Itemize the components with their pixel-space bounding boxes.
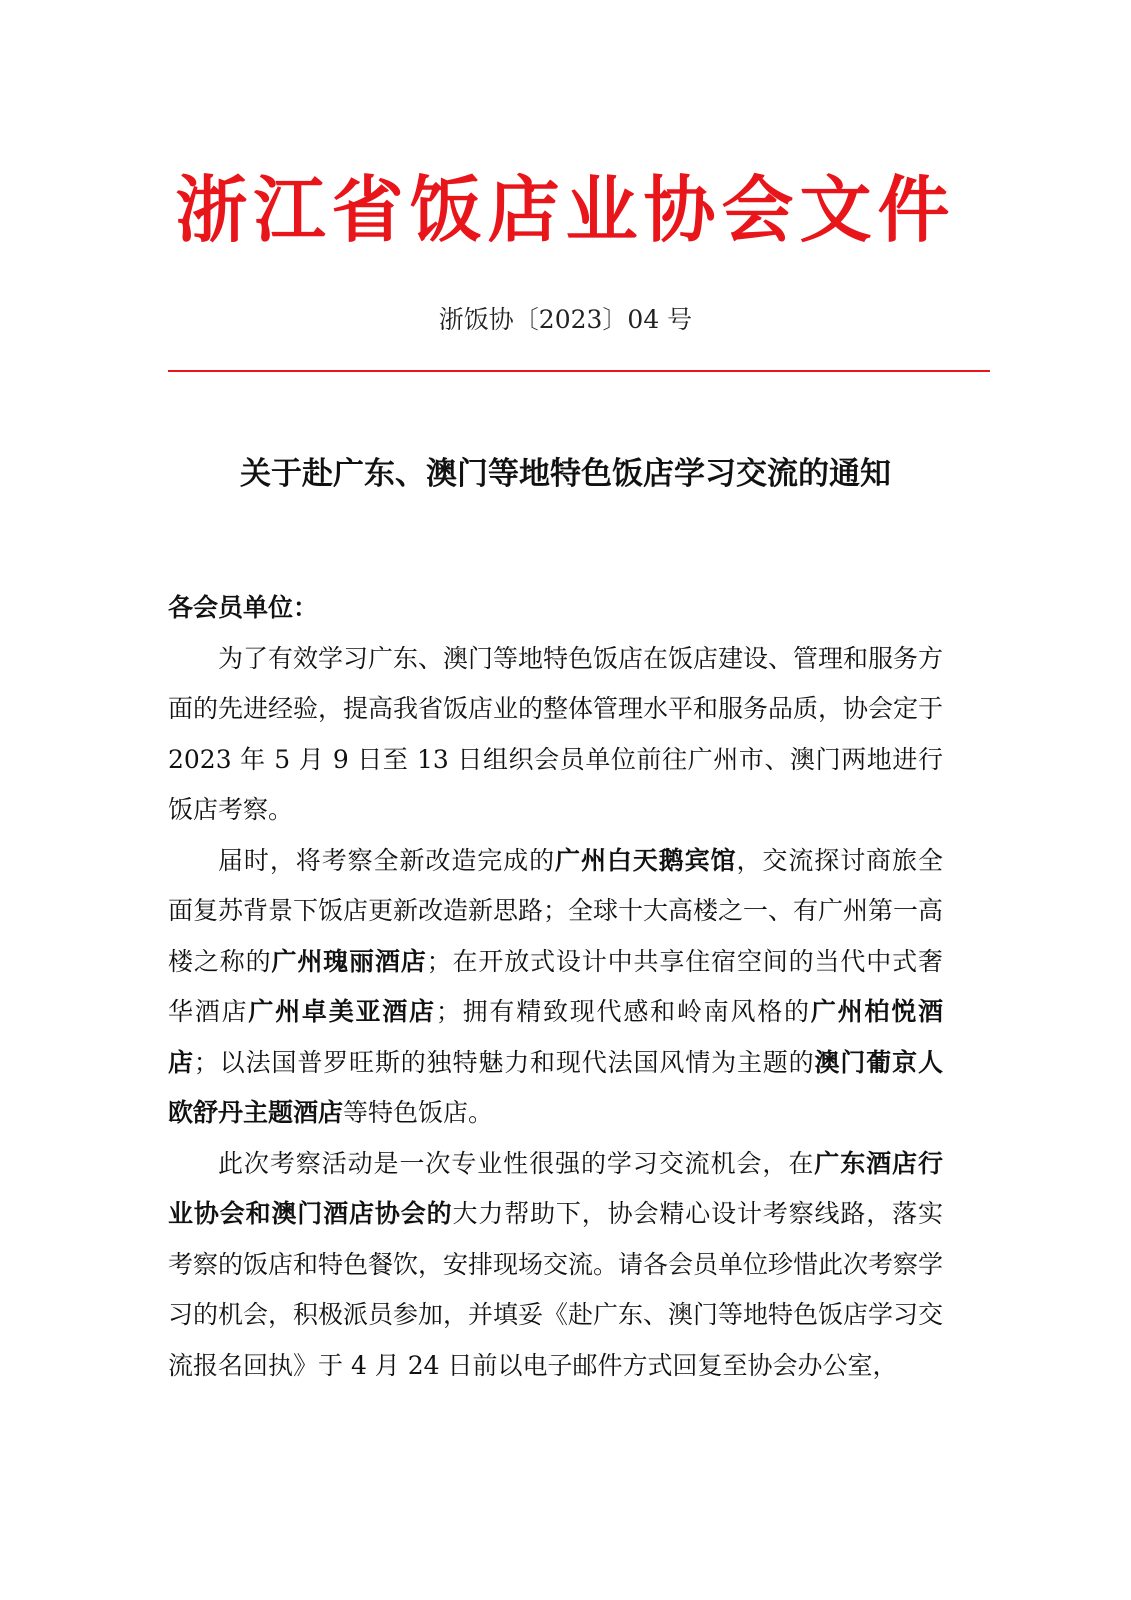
- hotel-name-white-swan: 广州白天鹅宾馆: [555, 845, 737, 875]
- hotel-name-jumeirah: 广州卓美亚酒店: [248, 997, 436, 1026]
- notice-title: 关于赴广东、澳门等地特色饭店学习交流的通知: [240, 456, 891, 492]
- hotel-name-rosewood: 广州瑰丽酒店: [271, 946, 427, 976]
- hotel-name-loccitane: 澳门葡京人欧舒丹主题酒店: [168, 1047, 943, 1127]
- hotel-name-park-hyatt: 广州柏悦酒店: [168, 997, 943, 1077]
- text-span: 大力帮助下，协会精心设计考察线路，落实考察的饭店和特色餐饮，安排现场交流。请各会员单位珍惜此次考察学习的机会，积极派员参加，并填妥《赴广东、澳门等地特色饭店学习交流报名回执》于 4 月 24 日前以电子邮件方式回复至协会办公室，: [168, 1199, 944, 1380]
- text-span: ，交流探讨商旅全面复苏背景下饭店更新改造新思路；全球十大高楼之一、有广州第一高楼之称的: [168, 845, 944, 976]
- text-span: ；拥有精致现代感和岭南风格的: [435, 997, 811, 1026]
- document-masthead: 浙江省饭店业协会文件: [175, 168, 956, 252]
- salutation: 各会员单位：: [168, 593, 319, 622]
- paragraph-2: [168, 836, 943, 1139]
- text-span: ；在开放式设计中共享住宿空间的当代中式奢华酒店: [168, 946, 943, 1026]
- red-divider-line: [168, 370, 990, 372]
- paragraph-3: [168, 1139, 943, 1392]
- text-span: ；以法国普罗旺斯的独特魅力和现代法国风情为主题的: [193, 1047, 815, 1077]
- text-span: 等特色饭店。: [343, 1098, 494, 1127]
- document-number: 浙饭协〔2023〕04 号: [438, 305, 693, 334]
- association-names: 广东酒店行业协会和澳门酒店协会的: [168, 1148, 943, 1228]
- paragraph-1: 为了有效学习广东、澳门等地特色饭店在饭店建设、管理和服务方面的先进经验，提高我省饭店业的整体管理水平和服务品质，协会定于 2023 年 5 月 9 日至 13 日组织会员单位前往广州市、澳门两地进行饭店考察。: [168, 643, 944, 824]
- text-span: 届时，将考察全新改造完成的: [218, 845, 556, 875]
- notice-body: [168, 583, 943, 1391]
- text-span: 此次考察活动是一次专业性很强的学习交流机会，在: [218, 1148, 815, 1178]
